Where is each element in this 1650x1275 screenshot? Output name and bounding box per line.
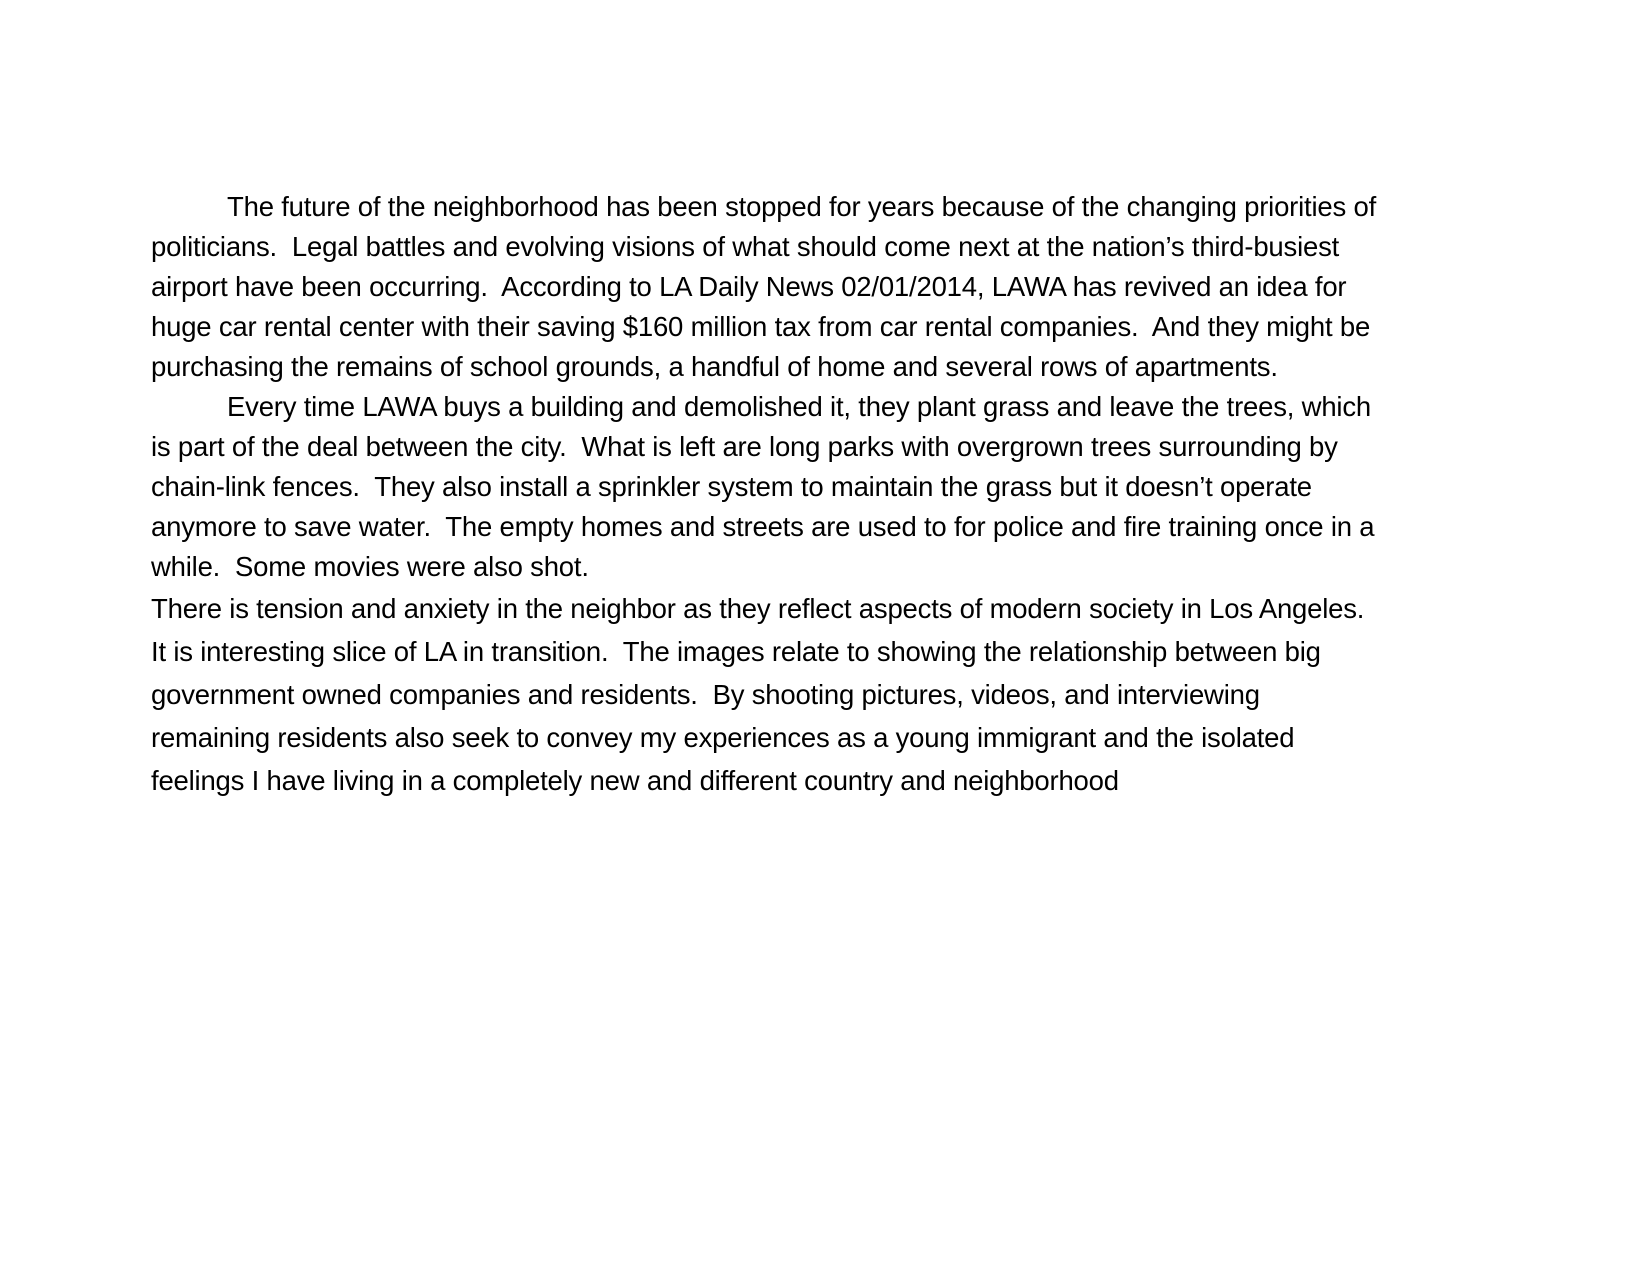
paragraph-2-line-4: anymore to save water. The empty homes and streets are used to for police and fire training once in a	[151, 511, 1375, 542]
paragraph-2-line-5: while. Some movies were also shot.	[151, 551, 589, 582]
paragraph-1-line-4: huge car rental center with their saving $160 million tax from car rental companies. And they might be	[151, 311, 1371, 342]
paragraph-3-line-3: government owned companies and residents. By shooting pictures, videos, and interviewing	[151, 679, 1260, 710]
paragraph-3-line-5: feelings I have living in a completely new and different country and neighborhood	[151, 765, 1119, 796]
paragraph-3-line-4: remaining residents also seek to convey my experiences as a young immigrant and the isolated	[151, 722, 1295, 753]
paragraph-1-line-5: purchasing the remains of school grounds, a handful of home and several rows of apartments.	[151, 351, 1278, 382]
paragraph-1-line-3: airport have been occurring. According to LA Daily News 02/01/2014, LAWA has revived an idea for	[151, 271, 1347, 302]
paragraph-1-line-1: The future of the neighborhood has been stopped for years because of the changing priorities of	[227, 191, 1377, 222]
paragraph-3-line-2: It is interesting slice of LA in transition. The images relate to showing the relationship between big	[151, 636, 1321, 667]
paragraph-3-line-1: There is tension and anxiety in the neighbor as they reflect aspects of modern society in Los Angeles.	[151, 593, 1365, 624]
paragraph-2-line-1: Every time LAWA buys a building and demolished it, they plant grass and leave the trees, which	[227, 391, 1371, 422]
paragraph-2-line-3: chain-link fences. They also install a sprinkler system to maintain the grass but it doesn’t operate	[151, 471, 1312, 502]
paragraph-1-line-2: politicians. Legal battles and evolving visions of what should come next at the nation’s third-busiest	[151, 231, 1340, 262]
paragraph-2-line-2: is part of the deal between the city. What is left are long parks with overgrown trees surrounding by	[151, 431, 1338, 462]
document-body-text	[151, 187, 1531, 802]
